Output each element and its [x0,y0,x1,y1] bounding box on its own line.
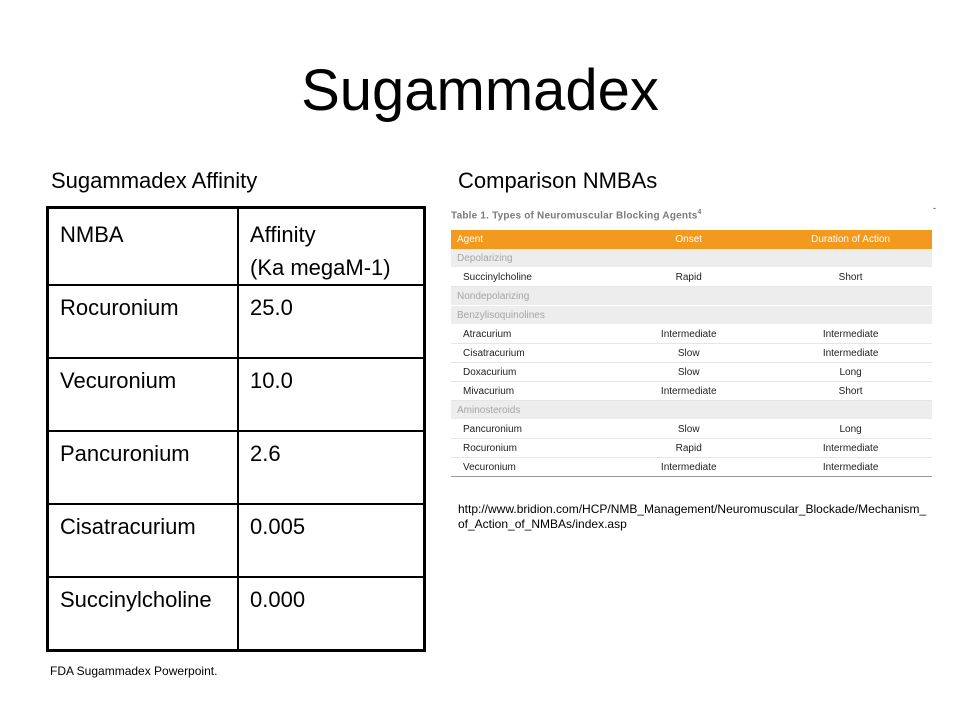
table-row [451,382,932,401]
section-label: Depolarizing [451,249,932,268]
nmba-cell [48,358,239,431]
agent-cell: Succinylcholine [451,268,608,287]
agent-cell: Vecuronium [451,458,608,477]
onset-cell: Slow [608,344,769,363]
onset-cell: Slow [608,363,769,382]
table-row [451,325,932,344]
duration-cell: Intermediate [769,458,932,477]
duration-cell: Long [769,363,932,382]
header-affinity-unit: (Ka megaM-1) [250,255,391,280]
affinity-cell [238,577,425,651]
affinity-header-row [48,208,425,286]
table-row [451,344,932,363]
header-nmba [48,208,239,286]
nmba-name: Vecuronium [60,368,177,393]
duration-cell: Long [769,420,932,439]
slide-title: Sugammadex [301,58,659,123]
table-row [48,431,425,504]
agent-cell: Rocuronium [451,439,608,458]
comparison-table-container [451,230,932,477]
onset-cell: Rapid [608,439,769,458]
table-row [451,363,932,382]
affinity-cell [238,358,425,431]
affinity-value: 0.005 [250,514,306,539]
duration-cell: Short [769,268,932,287]
onset-cell: Intermediate [608,325,769,344]
nmba-cell [48,577,239,651]
nmba-name: Rocuronium [60,295,179,320]
comparison-table [451,230,932,477]
affinity-cell [238,285,425,358]
nmba-cell [48,504,239,577]
source-url: http://www.bridion.com/HCP/NMB_Management/Neuromuscular_Blockade/Mechanism_of_Action_of_NMBAs/index.asp [458,502,927,531]
affinity-subhead: Sugammadex Affinity [51,168,258,193]
affinity-value: 10.0 [250,368,293,393]
comparison-header-row [451,230,932,249]
affinity-cell [238,431,425,504]
header-agent: Agent [451,230,608,249]
section-row [451,306,932,325]
table-row [48,358,425,431]
nmba-name: Cisatracurium [60,514,196,539]
nmba-name: Succinylcholine [60,587,212,612]
affinity-table [46,206,426,652]
nmba-cell [48,431,239,504]
agent-cell: Atracurium [451,325,608,344]
header-onset: Onset [608,230,769,249]
affinity-value: 2.6 [250,441,281,466]
duration-cell: Intermediate [769,325,932,344]
table-row [48,285,425,358]
table-row [451,420,932,439]
caption-reference: 4 [697,209,702,216]
table-row [48,577,425,651]
nmba-name: Pancuronium [60,441,190,466]
comparison-table-caption [451,209,702,221]
table-row [48,504,425,577]
table-row [451,268,932,287]
duration-cell: Intermediate [769,344,932,363]
onset-cell: Slow [608,420,769,439]
section-row [451,401,932,420]
section-row [451,287,932,306]
header-nmba-label: NMBA [60,222,124,247]
section-label: Nondepolarizing [451,287,932,306]
section-label: Aminosteroids [451,401,932,420]
agent-cell: Pancuronium [451,420,608,439]
table-row [451,458,932,477]
header-affinity-label: Affinity [250,222,316,247]
header-duration: Duration of Action [769,230,932,249]
affinity-value: 25.0 [250,295,293,320]
corner-mark: - [933,203,936,213]
section-row [451,249,932,268]
onset-cell: Rapid [608,268,769,287]
onset-cell: Intermediate [608,382,769,401]
nmba-cell [48,285,239,358]
onset-cell: Intermediate [608,458,769,477]
header-affinity [238,208,425,286]
source-footnote: FDA Sugammadex Powerpoint. [50,664,218,678]
agent-cell: Doxacurium [451,363,608,382]
section-label: Benzylisoquinolines [451,306,932,325]
duration-cell: Intermediate [769,439,932,458]
agent-cell: Mivacurium [451,382,608,401]
duration-cell: Short [769,382,932,401]
affinity-value: 0.000 [250,587,306,612]
table-row [451,439,932,458]
caption-text: Table 1. Types of Neuromuscular Blocking Agents [451,210,698,222]
agent-cell: Cisatracurium [451,344,608,363]
comparison-subhead: Comparison NMBAs [458,168,658,193]
affinity-cell [238,504,425,577]
